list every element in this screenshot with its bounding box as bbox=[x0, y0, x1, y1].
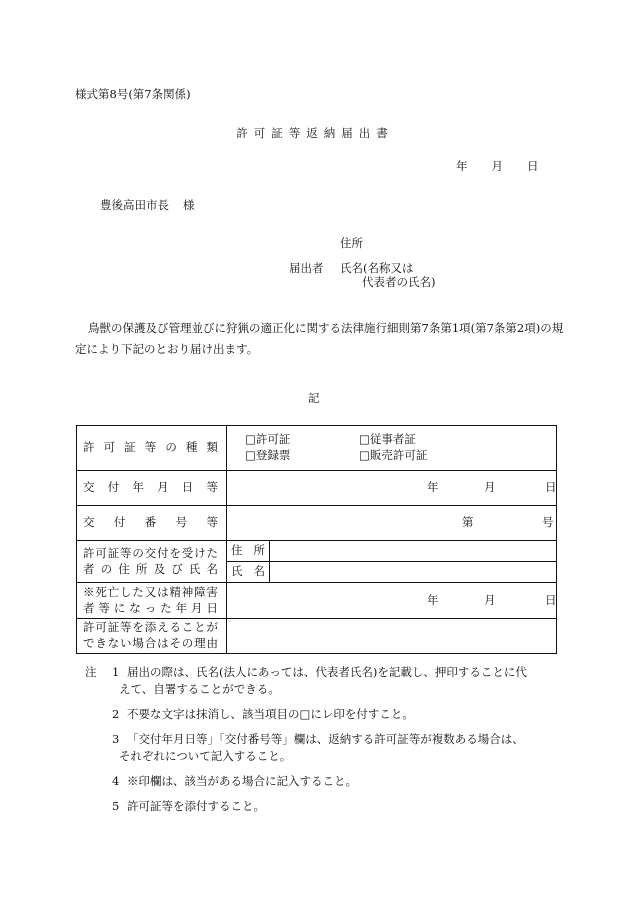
notification-form-table bbox=[76, 425, 557, 654]
note-number: 1 bbox=[112, 665, 120, 679]
row-permit-type bbox=[77, 426, 557, 471]
death-day: 日 bbox=[545, 592, 557, 607]
notes-section bbox=[85, 664, 565, 823]
address-sub-label: 住所 bbox=[227, 541, 270, 562]
date-line bbox=[456, 161, 539, 173]
note-text: 「交付年月日等」「交付番号等」欄は、返納する許可証等が複数ある場合は、 bbox=[127, 732, 524, 746]
note-item-3 bbox=[85, 731, 565, 765]
death-label-line2: 者等になった年月日 bbox=[83, 600, 218, 615]
body-paragraph: 鳥獣の保護及び管理並びに狩猟の適正化に関する法律施行細則第7条第1項(第7条第2項)の規定により下記のとおり届け出ます。 bbox=[75, 321, 564, 356]
permit-type-label: 許可証等の種類 bbox=[77, 426, 227, 471]
death-date-field[interactable] bbox=[227, 583, 557, 619]
issue-date-label: 交付年月日等 bbox=[77, 471, 227, 506]
honorific: 様 bbox=[183, 198, 195, 212]
note-item-5 bbox=[85, 798, 565, 815]
recipient-label bbox=[77, 541, 227, 583]
death-year: 年 bbox=[427, 592, 439, 607]
note-item-4 bbox=[85, 773, 565, 790]
note-item-2 bbox=[85, 706, 565, 723]
form-number: 様式第8号(第7条関係) bbox=[75, 87, 191, 101]
note-text-cont: えて、自署することができる。 bbox=[119, 682, 280, 696]
addressee bbox=[100, 200, 195, 212]
death-month: 月 bbox=[484, 592, 496, 607]
option-registration[interactable]: □登録票 bbox=[245, 448, 291, 462]
row-death-date bbox=[77, 583, 557, 619]
date-month: 月 bbox=[491, 159, 503, 173]
reason-field[interactable] bbox=[227, 619, 557, 654]
issue-date-field[interactable] bbox=[227, 471, 557, 506]
note-text-cont: それぞれについて記入すること。 bbox=[119, 749, 292, 763]
issue-month: 月 bbox=[484, 480, 496, 495]
note-text: 不要な文字は抹消し、該当項目の□にレ印を付すこと。 bbox=[127, 707, 414, 721]
issue-year: 年 bbox=[427, 480, 439, 495]
notifier-label: 届出者 bbox=[289, 261, 324, 275]
row-reason bbox=[77, 619, 557, 654]
addressee-name: 豊後高田市長 bbox=[100, 198, 169, 212]
notifier-name-label-cont: 代表者の氏名) bbox=[362, 275, 436, 289]
note-number: 5 bbox=[112, 799, 120, 813]
note-number: 3 bbox=[112, 732, 120, 746]
number-suffix: 号 bbox=[542, 515, 554, 530]
row-recipient-address bbox=[77, 541, 557, 562]
row-issue-number bbox=[77, 506, 557, 541]
recipient-label-line2: 者の住所及び氏名 bbox=[83, 561, 218, 576]
death-label-line1: ※死亡した又は精神障害 bbox=[83, 584, 218, 599]
option-permit[interactable]: □許可証 bbox=[245, 432, 291, 447]
notifier-name-label: 氏名(名称又は bbox=[340, 261, 414, 275]
note-item-1 bbox=[85, 664, 565, 698]
document-title: 許可証等返納届出書 bbox=[236, 126, 394, 140]
permit-options bbox=[227, 426, 557, 471]
note-number: 4 bbox=[112, 774, 120, 788]
option-worker-certificate[interactable]: □従事者証 bbox=[359, 432, 416, 447]
recipient-name-field[interactable] bbox=[270, 562, 557, 583]
note-number: 2 bbox=[112, 707, 120, 721]
option-sales-permit[interactable]: □販売許可証 bbox=[359, 448, 428, 462]
notes-prefix: 注 bbox=[85, 665, 97, 679]
reason-label-line1: 許可証等を添えることが bbox=[83, 620, 218, 635]
issue-number-field[interactable] bbox=[227, 506, 557, 541]
ki-heading: 記 bbox=[308, 391, 320, 405]
note-text: 届出の際は、氏名(法人にあっては、代表者氏名)を記載し、押印することに代 bbox=[127, 665, 527, 679]
date-day: 日 bbox=[527, 159, 539, 173]
recipient-label-line1: 許可証等の交付を受けた bbox=[83, 545, 218, 560]
notifier-address-label: 住所 bbox=[340, 236, 363, 250]
note-text: 許可証等を添付すること。 bbox=[127, 799, 265, 813]
row-issue-date bbox=[77, 471, 557, 506]
issue-number-label: 交付番号等 bbox=[77, 506, 227, 541]
issue-day: 日 bbox=[545, 480, 557, 495]
note-text: ※印欄は、該当がある場合に記入すること。 bbox=[127, 774, 357, 788]
recipient-address-field[interactable] bbox=[270, 541, 557, 562]
name-sub-label: 氏名 bbox=[227, 562, 270, 583]
reason-label bbox=[77, 619, 227, 654]
reason-label-line2: できない場合はその理由 bbox=[83, 636, 218, 650]
number-prefix: 第 bbox=[462, 515, 474, 530]
death-label bbox=[77, 583, 227, 619]
date-year: 年 bbox=[456, 159, 468, 173]
